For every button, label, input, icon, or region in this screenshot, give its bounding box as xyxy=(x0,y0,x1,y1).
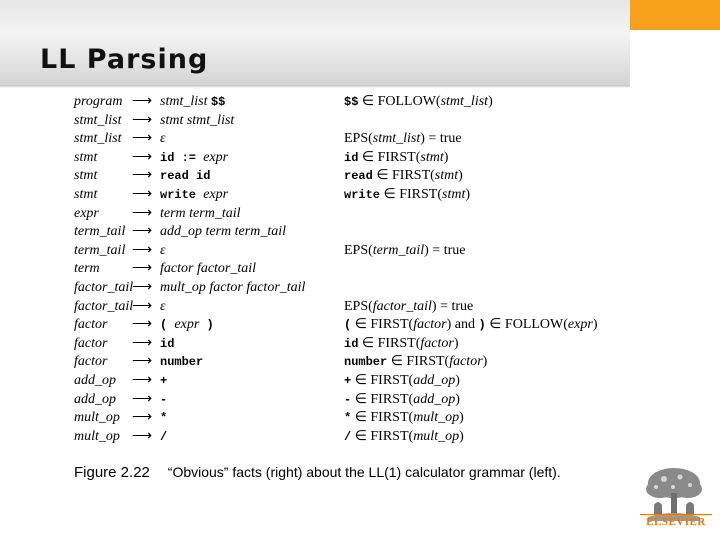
grammar-production xyxy=(74,149,305,168)
production-lhs: term_tail xyxy=(74,242,126,258)
production-rhs xyxy=(160,299,166,314)
grammar-production xyxy=(74,372,305,391)
fact-text: ) = true xyxy=(420,131,462,147)
production-lhs: factor_tail xyxy=(74,279,134,295)
production-lhs: term_tail xyxy=(74,224,126,240)
production-rhs xyxy=(160,206,241,221)
terminal-token: $$ xyxy=(344,95,359,109)
production-rhs xyxy=(160,113,234,128)
terminal-token: + xyxy=(160,373,168,388)
nonterminal-symbol: expr xyxy=(203,186,229,202)
fact-text: ∈ FIRST( xyxy=(387,354,450,370)
terminal-token: write xyxy=(160,187,204,202)
fact-line xyxy=(344,428,597,447)
production-lhs: stmt_list xyxy=(74,131,122,147)
grammar-production xyxy=(74,205,305,224)
fact-text: ∈ FIRST( xyxy=(351,428,414,444)
fact-text: ) = true xyxy=(431,298,474,314)
production-arrow: ⟶ xyxy=(132,112,153,128)
nonterminal-symbol: factor factor_tail xyxy=(160,261,257,277)
fact-line xyxy=(344,93,597,112)
production-rhs xyxy=(160,187,228,202)
terminal-token: * xyxy=(344,411,352,426)
production-rhs xyxy=(160,373,167,388)
fact-text: ) xyxy=(455,391,460,407)
fact-text: ∈ FIRST( xyxy=(351,391,414,407)
nonterminal-symbol: expr xyxy=(174,317,200,333)
nonterminal-symbol: ε xyxy=(160,298,166,314)
production-lhs: expr xyxy=(74,205,99,221)
fact-text: EPS( xyxy=(344,131,373,147)
terminal-token: read id xyxy=(160,169,211,184)
terminal-token: id xyxy=(160,336,175,351)
production-arrow: ⟶ xyxy=(132,317,153,333)
terminal-token: write xyxy=(344,187,381,202)
production-lhs: stmt_list xyxy=(74,112,122,128)
logo-rule xyxy=(640,514,712,515)
production-rhs xyxy=(160,261,256,276)
grammar-column xyxy=(74,93,305,446)
fact-text: EPS( xyxy=(344,298,373,314)
fact-line xyxy=(344,391,597,410)
fact-line xyxy=(344,205,597,224)
header-shadow xyxy=(0,85,630,88)
fact-line xyxy=(344,335,597,354)
production-rhs xyxy=(160,94,225,109)
fact-line xyxy=(344,223,597,242)
fact-text: ) xyxy=(488,94,493,109)
nonterminal-symbol: stmt_list xyxy=(160,94,211,109)
production-rhs xyxy=(160,410,167,425)
fact-text: ∈ FIRST( xyxy=(351,372,414,388)
fact-line xyxy=(344,130,597,149)
fact-text: ) xyxy=(458,168,463,184)
production-rhs xyxy=(160,168,210,183)
fact-text: ) xyxy=(592,317,598,333)
production-lhs: factor xyxy=(74,317,108,333)
production-arrow: ⟶ xyxy=(132,354,153,370)
production-arrow: ⟶ xyxy=(132,279,153,295)
grammar-production xyxy=(74,242,305,261)
nonterminal-symbol: expr xyxy=(567,317,593,333)
terminal-token: ( xyxy=(344,318,352,333)
grammar-production xyxy=(74,428,305,447)
nonterminal-symbol: ε xyxy=(160,131,166,147)
production-arrow: ⟶ xyxy=(132,428,153,444)
production-arrow: ⟶ xyxy=(132,298,153,314)
grammar-production xyxy=(74,353,305,372)
production-lhs: factor xyxy=(74,354,108,370)
fact-text: ) xyxy=(455,372,460,388)
terminal-token: id := xyxy=(160,150,204,165)
nonterminal-symbol: ε xyxy=(160,242,166,258)
fact-text: ) and xyxy=(446,317,479,333)
fact-text: ∈ FIRST( xyxy=(358,149,421,165)
fact-text: ∈ FOLLOW( xyxy=(485,317,568,333)
nonterminal-symbol: stmt_list xyxy=(372,131,421,147)
fact-text: ) xyxy=(465,186,471,202)
grammar-production xyxy=(74,316,305,335)
terminal-token: / xyxy=(160,429,168,444)
nonterminal-symbol: factor_tail xyxy=(372,298,432,314)
grammar-production xyxy=(74,167,305,186)
production-lhs: mult_op xyxy=(74,428,120,444)
accent-block xyxy=(630,0,720,30)
fact-text: ) xyxy=(443,149,449,165)
production-lhs: stmt xyxy=(74,186,98,202)
production-rhs xyxy=(160,131,166,146)
production-rhs xyxy=(160,429,167,444)
production-arrow: ⟶ xyxy=(132,224,153,240)
terminal-token: id xyxy=(344,336,359,351)
fact-line xyxy=(344,353,597,372)
production-rhs xyxy=(160,243,166,258)
production-lhs: add_op xyxy=(74,372,116,388)
fact-text: ) xyxy=(482,354,488,370)
grammar-production xyxy=(74,186,305,205)
production-lhs: program xyxy=(74,94,123,109)
nonterminal-symbol: stmt stmt_list xyxy=(160,112,235,128)
production-lhs: factor_tail xyxy=(74,298,134,314)
production-lhs: mult_op xyxy=(74,410,120,426)
production-rhs xyxy=(160,224,286,239)
nonterminal-symbol: stmt_list xyxy=(440,94,489,109)
fact-text: ) xyxy=(453,335,459,351)
nonterminal-symbol: add_op term term_tail xyxy=(160,224,286,240)
grammar-production xyxy=(74,409,305,428)
grammar-production xyxy=(74,223,305,242)
nonterminal-symbol: factor xyxy=(413,317,447,333)
caption-text: “Obvious” facts (right) about the LL(1) calculator grammar (left). xyxy=(167,464,561,480)
production-arrow: ⟶ xyxy=(132,94,153,109)
terminal-token: ) xyxy=(478,318,486,333)
fact-text: ∈ FOLLOW( xyxy=(358,94,441,109)
fact-line xyxy=(344,260,597,279)
fact-text: ∈ FIRST( xyxy=(372,168,435,184)
nonterminal-symbol: add_op xyxy=(413,372,456,388)
grammar-production xyxy=(74,112,305,131)
figure-label: Figure 2.22 xyxy=(74,464,150,481)
terminal-token: + xyxy=(344,373,352,388)
grammar-production xyxy=(74,260,305,279)
publisher-wordmark: ELSEVIER xyxy=(646,516,706,528)
grammar-production xyxy=(74,279,305,298)
production-lhs: stmt xyxy=(74,168,98,184)
production-lhs: add_op xyxy=(74,391,116,407)
nonterminal-symbol: factor xyxy=(449,354,483,370)
production-rhs xyxy=(160,392,167,407)
production-arrow: ⟶ xyxy=(132,168,153,184)
nonterminal-symbol: mult_op xyxy=(413,428,460,444)
nonterminal-symbol: stmt xyxy=(420,149,444,165)
grammar-production xyxy=(74,391,305,410)
terminal-token: * xyxy=(160,411,168,426)
terminal-token: ( xyxy=(160,318,175,333)
grammar-production xyxy=(74,93,305,112)
fact-line xyxy=(344,279,597,298)
production-arrow: ⟶ xyxy=(132,335,153,351)
terminal-token: id xyxy=(344,150,359,165)
fact-line xyxy=(344,242,597,261)
production-rhs xyxy=(160,317,214,332)
fact-line xyxy=(344,298,597,317)
nonterminal-symbol: factor xyxy=(420,335,454,351)
production-arrow: ⟶ xyxy=(132,149,153,165)
production-rhs xyxy=(160,336,174,351)
production-rhs xyxy=(160,150,228,165)
production-arrow: ⟶ xyxy=(132,372,153,388)
production-arrow: ⟶ xyxy=(132,242,153,258)
production-rhs xyxy=(160,280,305,295)
nonterminal-symbol: stmt xyxy=(434,168,459,184)
terminal-token: read xyxy=(344,169,373,184)
terminal-token: - xyxy=(344,392,352,407)
nonterminal-symbol: add_op xyxy=(413,391,456,407)
nonterminal-symbol: term term_tail xyxy=(160,205,241,221)
production-arrow: ⟶ xyxy=(132,391,153,407)
fact-text: ∈ FIRST( xyxy=(358,335,421,351)
fact-line xyxy=(344,112,597,131)
nonterminal-symbol: term_tail xyxy=(372,242,425,258)
grammar-production xyxy=(74,298,305,317)
terminal-token: number xyxy=(344,355,388,370)
fact-text: ∈ FIRST( xyxy=(380,186,442,202)
fact-text: ) xyxy=(459,410,464,426)
terminal-token: number xyxy=(160,355,204,370)
terminal-token: / xyxy=(344,429,352,444)
nonterminal-symbol: stmt xyxy=(442,186,466,202)
fact-line xyxy=(344,316,597,335)
fact-line xyxy=(344,167,597,186)
production-lhs: term xyxy=(74,261,100,277)
fact-text: ∈ FIRST( xyxy=(351,317,414,333)
fact-text: EPS( xyxy=(344,242,373,258)
production-arrow: ⟶ xyxy=(132,131,153,147)
production-arrow: ⟶ xyxy=(132,186,153,202)
production-rhs xyxy=(160,354,203,369)
fact-text: ∈ FIRST( xyxy=(351,410,414,426)
nonterminal-symbol: expr xyxy=(203,149,229,165)
fact-line xyxy=(344,372,597,391)
fact-line xyxy=(344,409,597,428)
fact-line xyxy=(344,149,597,168)
terminal-token: - xyxy=(160,392,168,407)
production-lhs: factor xyxy=(74,335,108,351)
nonterminal-symbol: mult_op factor factor_tail xyxy=(160,279,306,295)
production-arrow: ⟶ xyxy=(132,261,153,277)
fact-text: ) = true xyxy=(424,242,466,258)
terminal-token: $$ xyxy=(210,95,226,109)
fact-line xyxy=(344,186,597,205)
production-arrow: ⟶ xyxy=(132,205,153,221)
terminal-token: ) xyxy=(199,318,214,333)
grammar-production xyxy=(74,335,305,354)
nonterminal-symbol: mult_op xyxy=(413,410,460,426)
fact-text: ) xyxy=(459,428,464,444)
slide-title: LL Parsing xyxy=(40,44,209,75)
grammar-production xyxy=(74,130,305,149)
production-arrow: ⟶ xyxy=(132,410,153,426)
facts-column xyxy=(344,93,597,446)
production-lhs: stmt xyxy=(74,149,98,165)
figure-caption xyxy=(74,464,561,481)
